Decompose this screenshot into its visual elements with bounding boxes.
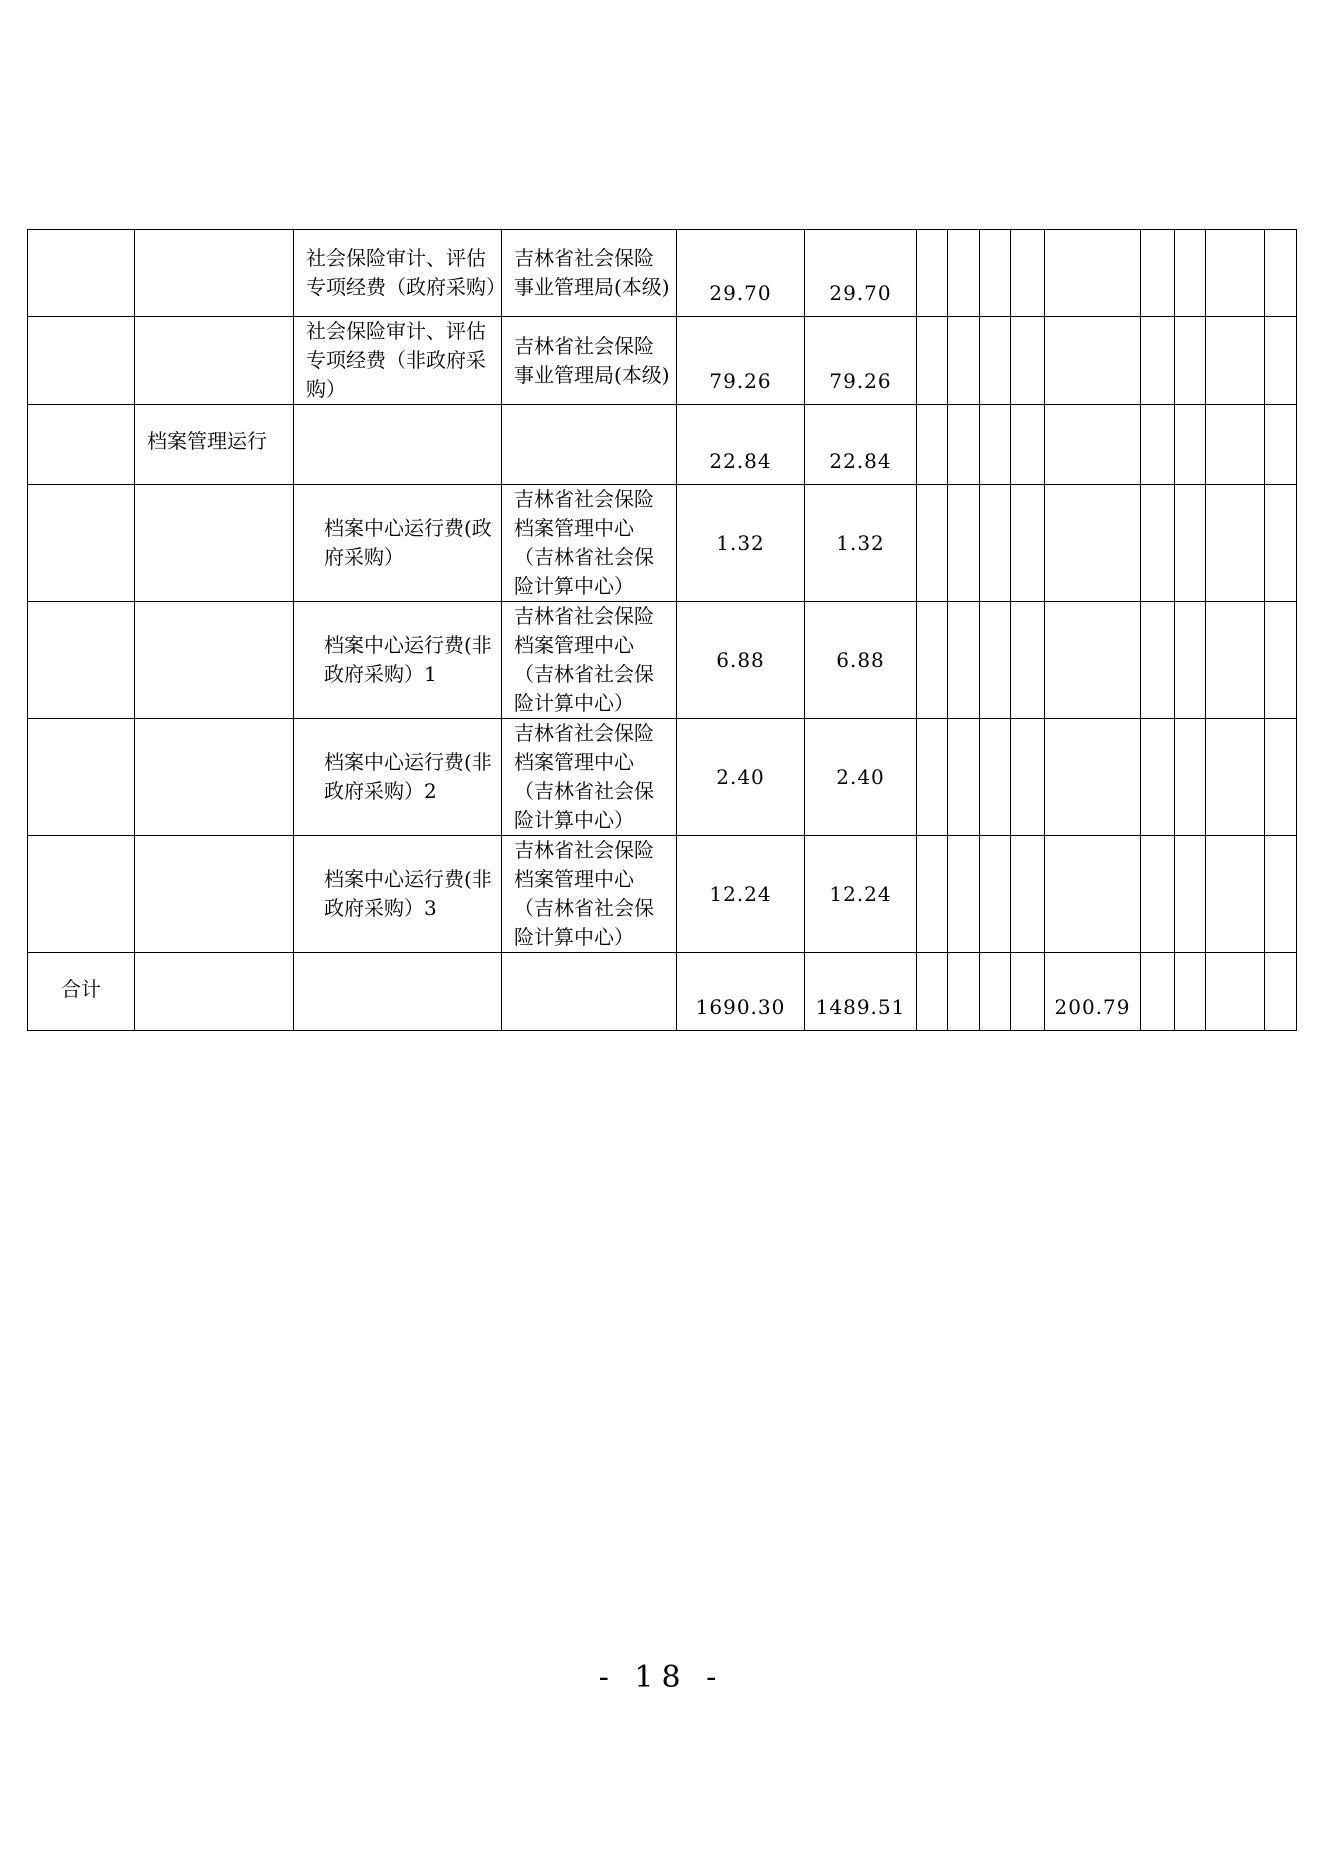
cell-total: 29.70: [677, 230, 805, 317]
cell-empty: [1265, 230, 1297, 317]
cell-empty: [1011, 317, 1045, 405]
table-row: [28, 405, 1297, 485]
cell-empty: [1175, 836, 1206, 953]
cell-empty: [948, 719, 980, 836]
cell-empty: [1206, 485, 1265, 602]
cell-total: 22.84: [677, 405, 805, 485]
cell-empty: [1175, 230, 1206, 317]
cell-item: 档案中心运行费(政府采购）: [294, 485, 502, 602]
table-row: [28, 230, 1297, 317]
cell-empty: [1265, 953, 1297, 1031]
cell-unit: 吉林省社会保险事业管理局(本级): [502, 230, 677, 317]
cell-other: [1045, 719, 1141, 836]
cell-empty: [1175, 405, 1206, 485]
cell-empty: [1206, 317, 1265, 405]
cell-empty: [1141, 719, 1175, 836]
cell-fiscal: 79.26: [805, 317, 917, 405]
cell-empty: [1265, 485, 1297, 602]
cell-category: [135, 719, 294, 836]
cell-empty: [1206, 953, 1265, 1031]
cell-empty: [1175, 317, 1206, 405]
cell-empty: [1141, 602, 1175, 719]
cell-fiscal: 2.40: [805, 719, 917, 836]
page-number: - 18 -: [598, 1660, 725, 1695]
cell-empty: [980, 602, 1011, 719]
table-row: [28, 317, 1297, 405]
cell-empty: [1265, 602, 1297, 719]
cell-empty: [1265, 836, 1297, 953]
cell-empty: [980, 230, 1011, 317]
cell-empty: [980, 485, 1011, 602]
cell-category: [135, 230, 294, 317]
cell-name: [28, 836, 135, 953]
cell-empty: [980, 836, 1011, 953]
cell-category: [135, 836, 294, 953]
cell-empty: [1265, 317, 1297, 405]
cell-empty: [917, 230, 948, 317]
cell-unit: 吉林省社会保险档案管理中心（吉林省社会保险计算中心）: [502, 719, 677, 836]
cell-fiscal: 12.24: [805, 836, 917, 953]
cell-other: 200.79: [1045, 953, 1141, 1031]
cell-empty: [1206, 719, 1265, 836]
cell-empty: [917, 836, 948, 953]
cell-unit: 吉林省社会保险档案管理中心（吉林省社会保险计算中心）: [502, 602, 677, 719]
cell-empty: [1011, 953, 1045, 1031]
cell-unit: [502, 405, 677, 485]
cell-fiscal: 29.70: [805, 230, 917, 317]
cell-total: 79.26: [677, 317, 805, 405]
cell-other: [1045, 836, 1141, 953]
cell-empty: [917, 953, 948, 1031]
cell-total: 1.32: [677, 485, 805, 602]
cell-empty: [1141, 317, 1175, 405]
cell-name: [28, 719, 135, 836]
cell-name: [28, 230, 135, 317]
cell-category: [135, 485, 294, 602]
cell-empty: [948, 602, 980, 719]
cell-fiscal: 22.84: [805, 405, 917, 485]
table-row: [28, 485, 1297, 602]
cell-empty: [1175, 953, 1206, 1031]
cell-total: 6.88: [677, 602, 805, 719]
cell-empty: [917, 602, 948, 719]
cell-name: [28, 485, 135, 602]
cell-empty: [1141, 836, 1175, 953]
cell-empty: [1206, 230, 1265, 317]
cell-item: 档案中心运行费(非政府采购）1: [294, 602, 502, 719]
cell-fiscal: 1489.51: [805, 953, 917, 1031]
table-row: [28, 602, 1297, 719]
cell-empty: [1175, 485, 1206, 602]
cell-other: [1045, 485, 1141, 602]
cell-other: [1045, 317, 1141, 405]
cell-total: 12.24: [677, 836, 805, 953]
cell-empty: [1175, 719, 1206, 836]
cell-empty: [948, 485, 980, 602]
cell-name: [28, 602, 135, 719]
cell-unit: 吉林省社会保险档案管理中心（吉林省社会保险计算中心）: [502, 836, 677, 953]
cell-unit: 吉林省社会保险事业管理局(本级): [502, 317, 677, 405]
cell-item: 档案中心运行费(非政府采购）3: [294, 836, 502, 953]
cell-empty: [948, 836, 980, 953]
cell-name: 合计: [28, 953, 135, 1031]
cell-item: [294, 953, 502, 1031]
cell-name: [28, 317, 135, 405]
cell-empty: [1011, 485, 1045, 602]
cell-other: [1045, 230, 1141, 317]
table-row: [28, 719, 1297, 836]
cell-empty: [1011, 405, 1045, 485]
cell-empty: [1011, 719, 1045, 836]
cell-fiscal: 1.32: [805, 485, 917, 602]
cell-category: [135, 953, 294, 1031]
cell-total: 1690.30: [677, 953, 805, 1031]
cell-empty: [948, 405, 980, 485]
table-row-total: [28, 953, 1297, 1031]
cell-empty: [1206, 405, 1265, 485]
cell-empty: [917, 405, 948, 485]
cell-empty: [1265, 405, 1297, 485]
cell-category: [135, 602, 294, 719]
cell-empty: [1141, 953, 1175, 1031]
budget-table: [27, 229, 1297, 1031]
cell-empty: [1141, 485, 1175, 602]
cell-empty: [980, 317, 1011, 405]
cell-empty: [1011, 602, 1045, 719]
table-row: [28, 836, 1297, 953]
cell-other: [1045, 602, 1141, 719]
cell-empty: [1265, 719, 1297, 836]
cell-category: 档案管理运行: [135, 405, 294, 485]
cell-other: [1045, 405, 1141, 485]
cell-fiscal: 6.88: [805, 602, 917, 719]
cell-unit: 吉林省社会保险档案管理中心（吉林省社会保险计算中心）: [502, 485, 677, 602]
cell-empty: [980, 719, 1011, 836]
cell-total: 2.40: [677, 719, 805, 836]
cell-empty: [1175, 602, 1206, 719]
cell-empty: [917, 317, 948, 405]
cell-empty: [980, 405, 1011, 485]
cell-unit: [502, 953, 677, 1031]
cell-empty: [1141, 230, 1175, 317]
cell-item: 社会保险审计、评估专项经费（政府采购）: [294, 230, 502, 317]
cell-empty: [980, 953, 1011, 1031]
cell-empty: [1141, 405, 1175, 485]
cell-empty: [1011, 230, 1045, 317]
cell-category: [135, 317, 294, 405]
cell-empty: [948, 230, 980, 317]
cell-item: 社会保险审计、评估专项经费（非政府采购）: [294, 317, 502, 405]
cell-empty: [948, 953, 980, 1031]
cell-empty: [917, 485, 948, 602]
cell-item: [294, 405, 502, 485]
cell-item: 档案中心运行费(非政府采购）2: [294, 719, 502, 836]
cell-empty: [948, 317, 980, 405]
cell-empty: [1206, 836, 1265, 953]
cell-name: [28, 405, 135, 485]
cell-empty: [917, 719, 948, 836]
cell-empty: [1206, 602, 1265, 719]
cell-empty: [1011, 836, 1045, 953]
